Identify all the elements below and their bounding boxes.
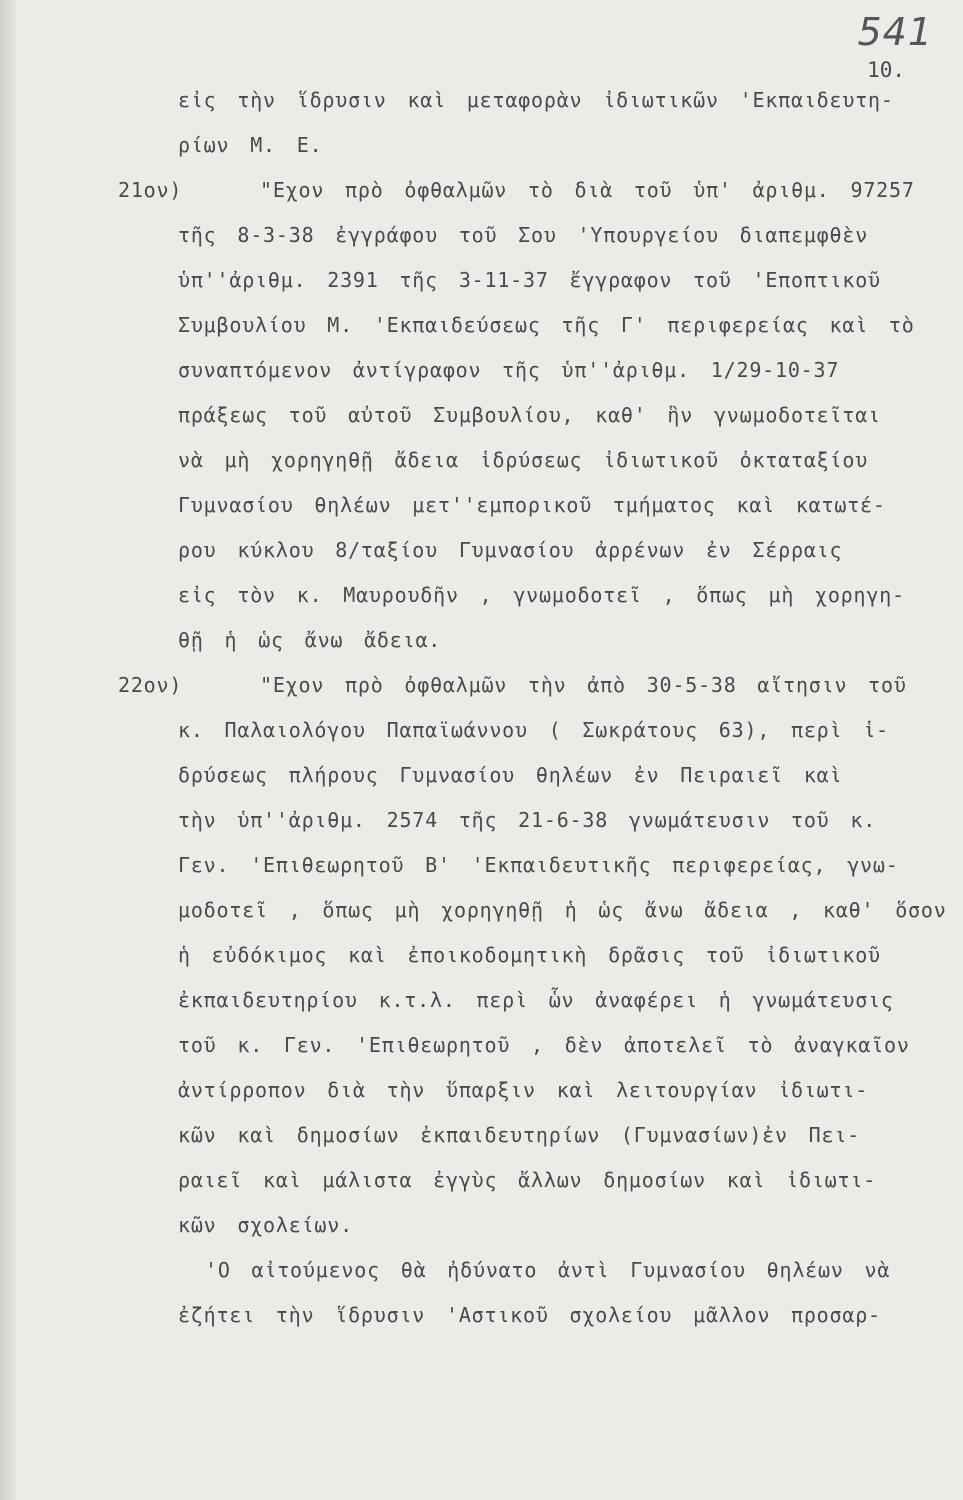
text-line: "Εχον πρὸ ὀφθαλμῶν τὸ διὰ τοῦ ὑπ' ἀριθμ. 97257 — [260, 178, 915, 202]
text-line: Γυμνασίου θηλέων μετ''εμπορικοῦ τμήματος καὶ κατωτέ- — [178, 493, 886, 517]
text-line: Γεν. 'Επιθεωρητοῦ Β' 'Εκπαιδευτικῆς περιφερείας, γνω- — [178, 853, 899, 877]
text-line: τοῦ κ. Γεν. 'Επιθεωρητοῦ , δὲν ἀποτελεῖ τὸ ἀναγκαῖον — [178, 1033, 910, 1057]
text-line: Συμβουλίου Μ. 'Εκπαιδεύσεως τῆς Γ' περιφερείας καὶ τὸ — [178, 313, 915, 337]
item-number-22: 22ον) — [118, 673, 183, 697]
text-line: κῶν σχολείων. — [178, 1213, 353, 1237]
text-line: θῇ ἡ ὡς ἄνω ἄδεια. — [178, 628, 442, 652]
text-line: 'Ο αἰτούμενος θὰ ἠδύνατο ἀντὶ Γυμνασίου θηλέων νὰ — [205, 1258, 891, 1282]
text-line: εἰς τὴν ἵδρυσιν καὶ μεταφορὰν ἰδιωτικῶν 'Εκπαιδευτη- — [178, 88, 894, 112]
text-line: τὴν ὑπ''ἀριθμ. 2574 τῆς 21-6-38 γνωμάτευσιν τοῦ κ. — [178, 808, 877, 832]
item-number-21: 21ον) — [118, 178, 183, 202]
text-line: ἐκπαιδευτηρίου κ.τ.λ. περὶ ὧν ἀναφέρει ἡ γνωμάτευσις — [178, 988, 894, 1012]
text-line: κῶν καὶ δημοσίων ἐκπαιδευτηρίων (Γυμνασίων)ἐν Πει- — [178, 1123, 861, 1147]
text-line: νὰ μὴ χορηγηθῇ ἄδεια ἱδρύσεως ἰδιωτικοῦ ὀκταταξίου — [178, 448, 869, 472]
text-line: ὑπ''ἀριθμ. 2391 τῆς 3-11-37 ἔγγραφον τοῦ 'Εποπτικοῦ — [178, 268, 881, 292]
text-line: δρύσεως πλήρους Γυμνασίου θηλέων ἐν Πειραιεῖ καὶ — [178, 763, 843, 787]
text-line: ἀντίρροπον διὰ τὴν ὕπαρξιν καὶ λειτουργίαν ἰδιωτι- — [178, 1078, 869, 1102]
text-line: "Εχον πρὸ ὀφθαλμῶν τὴν ἀπὸ 30-5-38 αἴτησιν τοῦ — [260, 673, 907, 697]
text-line: κ. Παλαιολόγου Παπαϊωάννου ( Σωκράτους 63), περὶ ἱ- — [178, 718, 889, 742]
text-line: ἐζήτει τὴν ἵδρυσιν 'Αστικοῦ σχολείου μᾶλλον προσαρ- — [178, 1303, 881, 1327]
page-number: 10. — [867, 58, 905, 82]
text-line: εἰς τὸν κ. Μαυρουδῆν , γνωμοδοτεῖ , ὅπως μὴ χορηγη- — [178, 583, 905, 607]
text-line: ἡ εὐδόκιμος καὶ ἐποικοδομητικὴ δρᾶσις τοῦ ἰδιωτικοῦ — [178, 943, 881, 967]
text-line: ραιεῖ καὶ μάλιστα ἐγγὺς ἄλλων δημοσίων καὶ ἰδιωτι- — [178, 1168, 877, 1192]
binding-edge — [0, 0, 16, 1500]
text-line: μοδοτεῖ , ὅπως μὴ χορηγηθῇ ἡ ὡς ἄνω ἄδεια , καθ' ὅσον — [178, 898, 947, 922]
archive-stamp-number: 541 — [857, 10, 933, 54]
text-line: ρου κύκλου 8/ταξίου Γυμνασίου ἀρρένων ἐν Σέρραις — [178, 538, 843, 562]
text-line: ρίων Μ. Ε. — [178, 133, 323, 157]
text-line: πράξεως τοῦ αὐτοῦ Συμβουλίου, καθ' ἣν γνωμοδοτεῖται — [178, 403, 881, 427]
text-line: τῆς 8-3-38 ἐγγράφου τοῦ Σου 'Υπουργείου διαπεμφθὲν — [178, 223, 869, 247]
text-line: συναπτόμενον ἀντίγραφον τῆς ὑπ''ἀριθμ. 1/29-10-37 — [178, 358, 840, 382]
